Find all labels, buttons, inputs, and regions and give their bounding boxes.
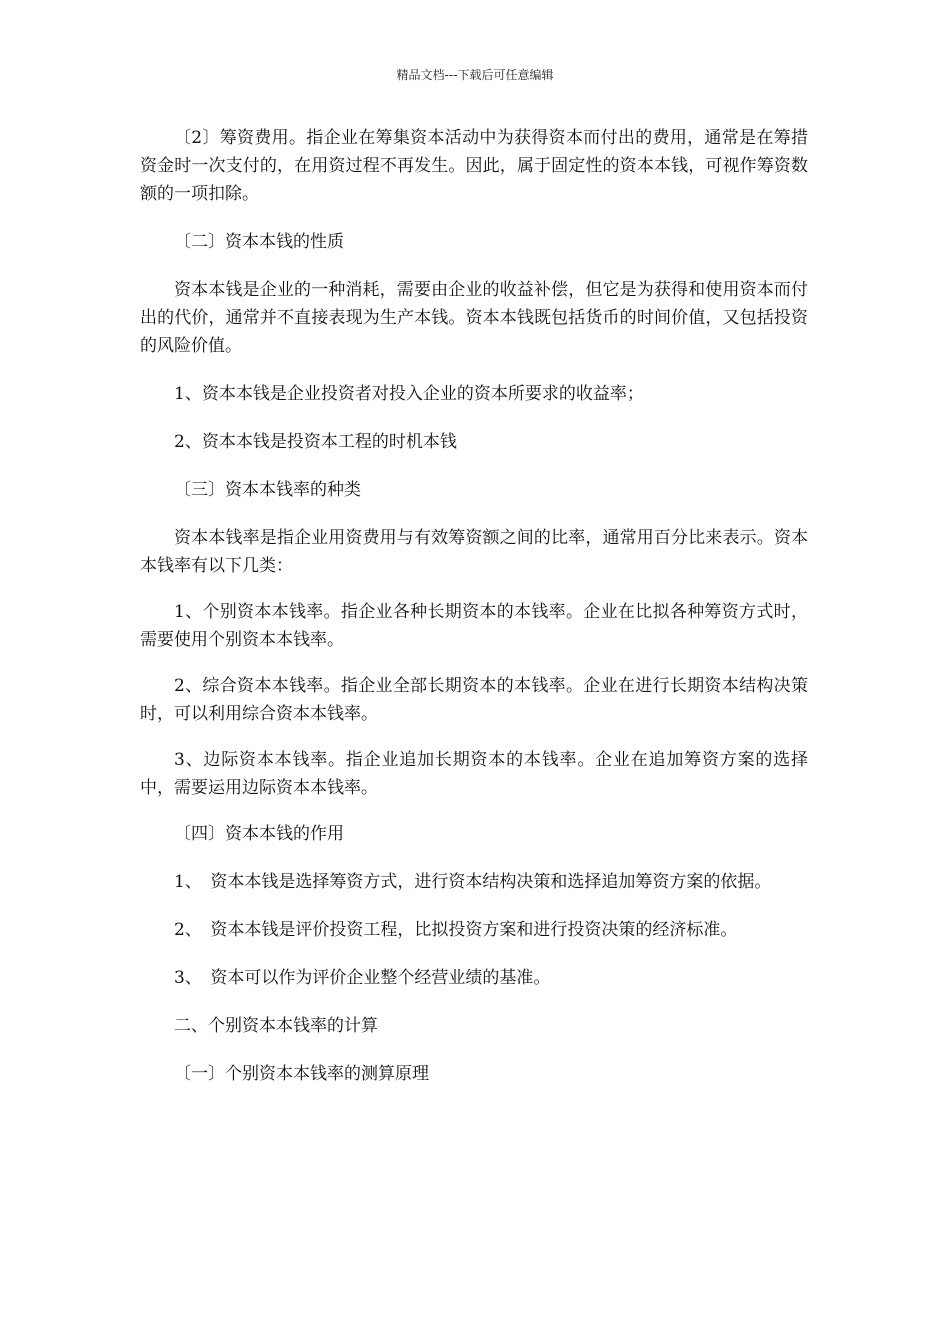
paragraph-types: 资本本钱率是指企业用资费用与有效筹资额之间的比率，通常用百分比来表示。资本本钱率有以下几类： bbox=[140, 528, 808, 576]
document-body bbox=[140, 124, 808, 1108]
list-item-type-3: 3、边际资本本钱率。指企业追加长期资本的本钱率。企业在追加筹资方案的选择中，需要运用边际资本本钱率。 bbox=[140, 750, 808, 798]
paragraph-nature: 资本本钱是企业的一种消耗，需要由企业的收益补偿，但它是为获得和使用资本而付出的代价，通常并不直接表现为生产本钱。资本本钱既包括货币的时间价值，又包括投资的风险价值。 bbox=[140, 280, 808, 356]
list-item-type-1: 1、个别资本本钱率。指企业各种长期资本的本钱率。企业在比拟各种筹资方式时，需要使用个别资本本钱率。 bbox=[140, 602, 808, 650]
heading-types: 〔三〕资本本钱率的种类 bbox=[174, 480, 361, 500]
paragraph-financing-cost: 〔2〕筹资费用。指企业在筹集资本活动中为获得资本而付出的费用，通常是在筹措资金时一次支付的，在用资过程不再发生。因此，属于固定性的资本本钱，可视作筹资数额的一项扣除。 bbox=[140, 128, 808, 204]
heading-principle: 〔一〕个别资本本钱率的测算原理 bbox=[174, 1064, 429, 1084]
list-item-role-3: 3、 资本可以作为评价企业整个经营业绩的基准。 bbox=[174, 968, 551, 988]
heading-role: 〔四〕资本本钱的作用 bbox=[174, 824, 344, 844]
page-header: 精品文档---下载后可任意编辑 bbox=[396, 68, 554, 82]
list-item-nature-2: 2、资本本钱是投资本工程的时机本钱 bbox=[174, 432, 457, 452]
list-item-role-1: 1、 资本本钱是选择筹资方式，进行资本结构决策和选择追加筹资方案的依据。 bbox=[174, 872, 772, 892]
list-item-nature-1: 1、资本本钱是企业投资者对投入企业的资本所要求的收益率； bbox=[174, 384, 644, 404]
heading-nature: 〔二〕资本本钱的性质 bbox=[174, 232, 344, 252]
heading-section-2: 二、个别资本本钱率的计算 bbox=[174, 1016, 378, 1036]
list-item-role-2: 2、 资本本钱是评价投资工程，比拟投资方案和进行投资决策的经济标准。 bbox=[174, 920, 738, 940]
list-item-type-2: 2、综合资本本钱率。指企业全部长期资本的本钱率。企业在进行长期资本结构决策时，可以利用综合资本本钱率。 bbox=[140, 676, 808, 724]
